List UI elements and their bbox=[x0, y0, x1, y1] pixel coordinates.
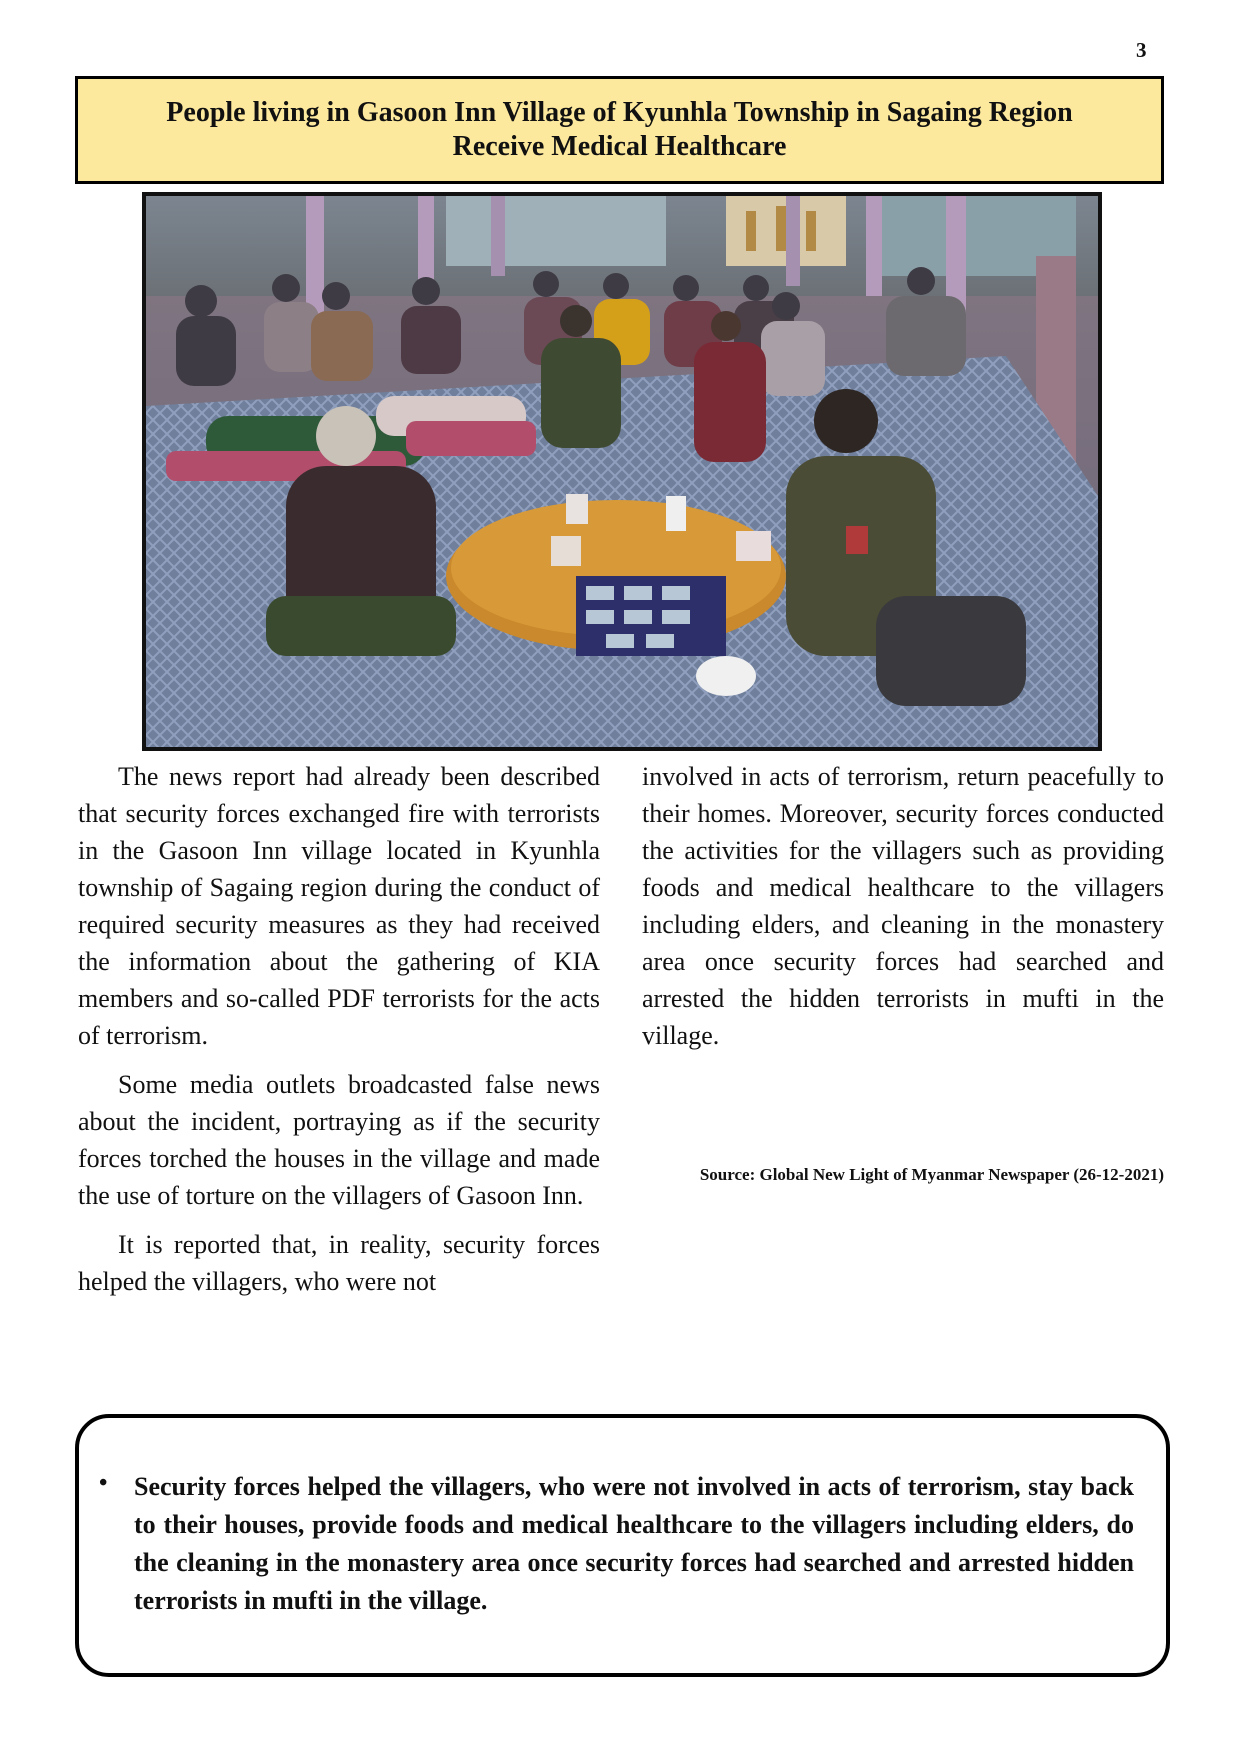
article-left-column bbox=[78, 758, 600, 1312]
article-right-column bbox=[642, 758, 1164, 1066]
headline-line-2: Receive Medical Healthcare bbox=[452, 131, 787, 162]
source-citation: Source: Global New Light of Myanmar Newspaper (26-12-2021) bbox=[699, 1165, 1164, 1184]
headline-box bbox=[75, 76, 1164, 184]
article-photo bbox=[142, 192, 1102, 751]
paragraph-3: It is reported that, in reality, security forces helped the villagers, who were not bbox=[78, 1230, 600, 1296]
bullet-icon: • bbox=[99, 1470, 108, 1496]
headline-line-1: People living in Gasoon Inn Village of Kyunhla Township in Sagaing Region bbox=[166, 97, 1073, 128]
photo-image bbox=[146, 196, 1098, 747]
paragraph-3-continued: involved in acts of terrorism, return peacefully to their homes. Moreover, security forces conducted the activities for the villagers such as providing foods and medical healthcare to the villagers including elders, and cleaning in the monastery area once security forces had searched and arrested the hidden terrorists in mufti in the village. bbox=[642, 762, 1164, 1050]
highlight-box bbox=[75, 1414, 1170, 1677]
paragraph-1: The news report had already been described that security forces exchanged fire with terrorists in the Gasoon Inn village located in Kyunhla township of Sagaing region during the conduct of required security measures as they had received the information about the gathering of KIA members and so-called PDF terrorists for the acts of terrorism. bbox=[78, 762, 600, 1050]
paragraph-2: Some media outlets broadcasted false news about the incident, portraying as if the security forces torched the houses in the village and made the use of torture on the villagers of Gasoon Inn. bbox=[78, 1070, 600, 1210]
page-number: 3 bbox=[1136, 38, 1147, 62]
highlight-text: Security forces helped the villagers, who were not involved in acts of terrorism, stay back to their houses, provide foods and medical healthcare to the villagers including elders, do the cleaning in the monastery area once security forces had searched and arrested hidden terrorists in mufti in the village. bbox=[134, 1472, 1134, 1615]
